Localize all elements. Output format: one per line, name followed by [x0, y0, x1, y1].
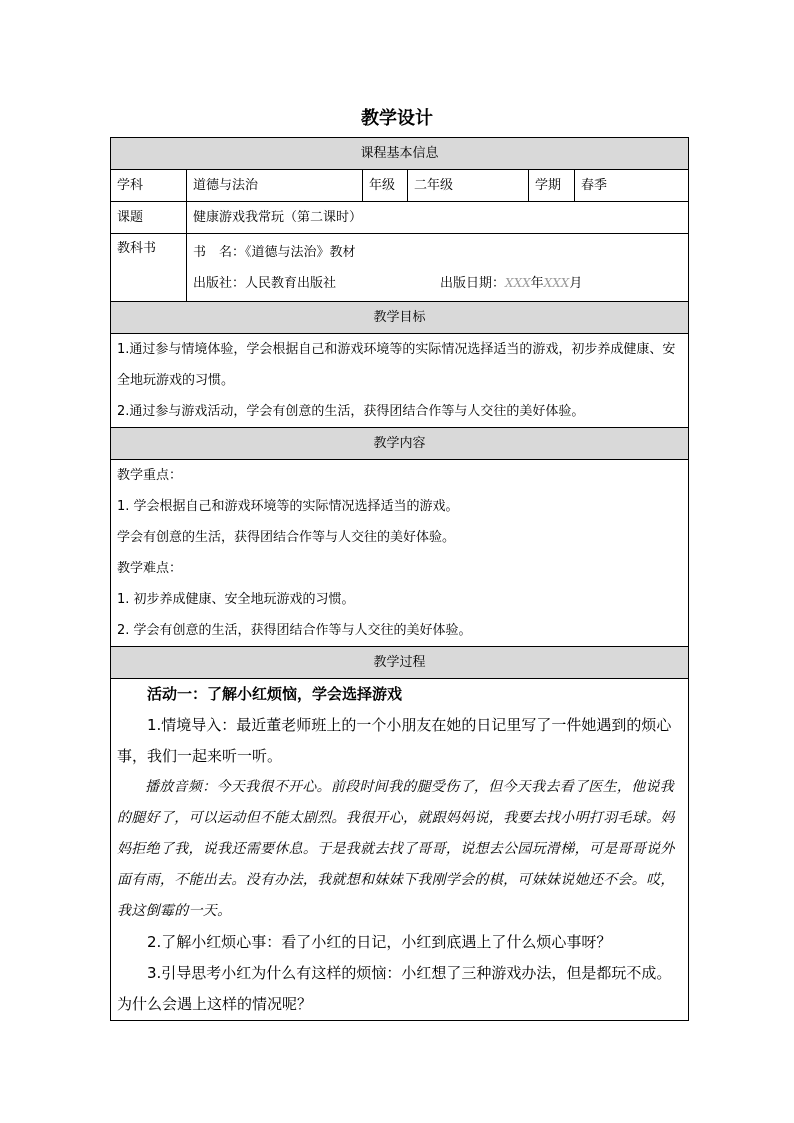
process-body	[111, 679, 689, 1021]
basic-info-header: 课程基本信息	[111, 138, 689, 170]
lesson-plan-table	[110, 137, 689, 1021]
content-body	[111, 460, 689, 647]
activity-title: 活动一：了解小红烦恼，学会选择游戏	[147, 685, 403, 703]
process-step: 1.情境导入：最近董老师班上的一个小朋友在她的日记里写了一件她遇到的烦心事，我们一起来听一听。	[117, 716, 672, 765]
objectives-header: 教学目标	[111, 302, 689, 334]
book-name: 书 名：《道德与法治》教材	[193, 244, 356, 260]
difficult-points-label: 教学难点：	[117, 561, 183, 576]
audio-transcript: 播放音频：今天我很不开心。前段时间我的腿受伤了，但今天我去看了医生，他说我的腿好了，可以运动但不能太剧烈。我很开心，就跟妈妈说，我要去找小明打羽毛球。妈妈拒绝了我，说我还需要休息。于是我就去找了哥哥，说想去公园玩滑梯，可是哥哥说外面有雨，不能出去。没有办法，我就想和妹妹下我刚学会的棋，可妹妹说她还不会。哎，我这倒霉的一天。	[117, 779, 675, 919]
difficult-point-item: 1. 初步养成健康、安全地玩游戏的习惯。	[117, 592, 355, 607]
term-label: 学期	[529, 170, 575, 202]
month-char: 月	[569, 275, 583, 291]
subject-label: 学科	[111, 170, 187, 202]
pub-date-label: 出版日期：	[440, 275, 506, 291]
key-point-item: 学会有创意的生活，获得团结合作等与人交往的美好体验。	[117, 530, 456, 545]
document-title: 教学设计	[361, 108, 433, 129]
pub-month-placeholder: XXX	[543, 275, 570, 290]
year-char: 年	[530, 275, 544, 291]
grade-label: 年级	[363, 170, 408, 202]
topic-value: 健康游戏我常玩（第二课时）	[187, 202, 689, 234]
term-value: 春季	[575, 170, 689, 202]
key-point-item: 1. 学会根据自己和游戏环境等的实际情况选择适当的游戏。	[117, 499, 459, 514]
grade-value: 二年级	[408, 170, 529, 202]
process-step: 2.了解小红烦心事：看了小红的日记，小红到底遇上了什么烦心事呀？	[147, 933, 612, 951]
content-header: 教学内容	[111, 428, 689, 460]
objective-item: 1.通过参与情境体验，学会根据自己和游戏环境等的实际情况选择适当的游戏，初步养成健康、安全地玩游戏的习惯。	[117, 342, 676, 388]
process-step: 3.引导思考小红为什么有这样的烦恼：小红想了三种游戏办法，但是都玩不成。为什么会遇上这样的情况呢？	[117, 964, 672, 1013]
topic-label: 课题	[111, 202, 187, 234]
objective-item: 2.通过参与游戏活动，学会有创意的生活，获得团结合作等与人交往的美好体验。	[117, 404, 585, 419]
publisher-line	[193, 268, 682, 298]
subject-value: 道德与法治	[187, 170, 363, 202]
textbook-label: 教科书	[111, 234, 187, 302]
pub-year-placeholder: XXX	[505, 275, 531, 290]
objectives-body	[111, 334, 689, 428]
key-points-label: 教学重点：	[117, 468, 183, 483]
textbook-info	[187, 234, 689, 302]
difficult-point-item: 2. 学会有创意的生活，获得团结合作等与人交往的美好体验。	[117, 623, 472, 638]
publisher: 出版社：人民教育出版社	[193, 275, 337, 291]
process-header: 教学过程	[111, 647, 689, 679]
